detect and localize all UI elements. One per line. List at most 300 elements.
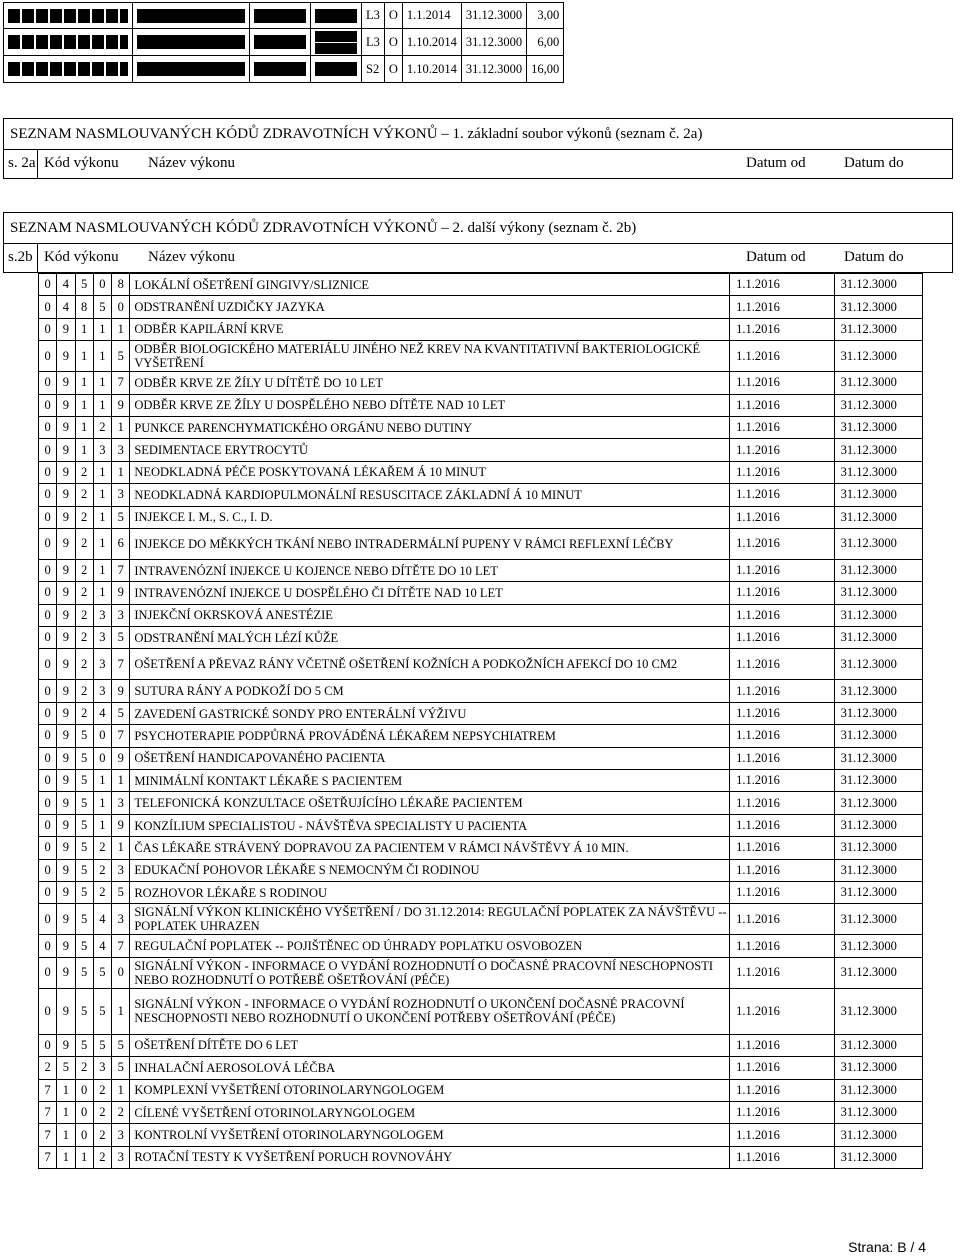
code-digit: 2 xyxy=(75,604,93,626)
code-digit: 9 xyxy=(112,747,130,769)
procedure-name: ČAS LÉKAŘE STRÁVENÝ DOPRAVOU ZA PACIENTEM V RÁMCI NÁVŠTĚVY Á 10 MIN. xyxy=(130,837,730,859)
code-digit: 2 xyxy=(75,649,93,680)
date-from: 1.1.2016 xyxy=(730,814,835,836)
code-digit: 3 xyxy=(93,680,111,702)
date-to: 31.12.3000 xyxy=(834,1079,922,1101)
code-digit: 2 xyxy=(93,859,111,881)
code-digit: 8 xyxy=(75,296,93,318)
code-digit: 2 xyxy=(75,702,93,724)
code-digit: 0 xyxy=(39,957,57,988)
code-digit: 0 xyxy=(93,274,111,296)
procedure-name: OŠETŘENÍ DÍTĚTE DO 6 LET xyxy=(130,1034,730,1056)
procedure-row xyxy=(39,627,923,649)
code-digit: 9 xyxy=(57,627,75,649)
code-digit: 9 xyxy=(57,559,75,581)
code-digit: 9 xyxy=(57,725,75,747)
code-digit: 0 xyxy=(39,274,57,296)
date-from: 1.1.2016 xyxy=(730,702,835,724)
date-to: 31.12.3000 xyxy=(834,582,922,604)
date-from: 1.1.2016 xyxy=(730,1124,835,1146)
col-from-label: Datum od xyxy=(746,155,806,171)
code-digit: 1 xyxy=(112,770,130,792)
code-digit: 1 xyxy=(57,1146,75,1168)
redacted-cell xyxy=(311,3,362,29)
procedure-name: SEDIMENTACE ERYTROCYTŮ xyxy=(130,439,730,461)
code-digit: 2 xyxy=(93,1101,111,1123)
code-digit: 0 xyxy=(39,881,57,903)
code-digit: 1 xyxy=(112,318,130,340)
top-amount: 6,00 xyxy=(527,29,564,56)
code-digit: 0 xyxy=(75,1079,93,1101)
redacted-cell xyxy=(4,3,133,29)
top-flag: O xyxy=(384,56,402,83)
procedure-row xyxy=(39,988,923,1034)
date-to: 31.12.3000 xyxy=(834,792,922,814)
code-digit: 1 xyxy=(93,559,111,581)
date-from: 1.1.2016 xyxy=(730,1057,835,1079)
code-digit: 9 xyxy=(57,904,75,935)
date-to: 31.12.3000 xyxy=(834,702,922,724)
date-from: 1.1.2016 xyxy=(730,680,835,702)
code-digit: 9 xyxy=(57,506,75,528)
code-digit: 0 xyxy=(39,649,57,680)
code-digit: 2 xyxy=(75,559,93,581)
top-date-from: 1.10.2014 xyxy=(402,29,461,56)
code-digit: 3 xyxy=(93,627,111,649)
date-to: 31.12.3000 xyxy=(834,484,922,506)
code-digit: 7 xyxy=(39,1146,57,1168)
top-amount: 3,00 xyxy=(527,3,564,29)
procedure-row xyxy=(39,747,923,769)
date-from: 1.1.2016 xyxy=(730,1034,835,1056)
procedure-name: NEODKLADNÁ PÉČE POSKYTOVANÁ LÉKAŘEM Á 10 MINUT xyxy=(130,461,730,483)
top-type: L3 xyxy=(362,29,385,56)
procedure-row xyxy=(39,792,923,814)
procedure-name: PSYCHOTERAPIE PODPŮRNÁ PROVÁDĚNÁ LÉKAŘEM NEPSYCHIATREM xyxy=(130,725,730,747)
redacted-cell xyxy=(250,56,311,83)
code-digit: 1 xyxy=(57,1079,75,1101)
code-digit: 2 xyxy=(75,582,93,604)
code-digit: 0 xyxy=(39,461,57,483)
date-from: 1.1.2016 xyxy=(730,604,835,626)
code-digit: 5 xyxy=(75,747,93,769)
code-digit: 0 xyxy=(39,680,57,702)
date-to: 31.12.3000 xyxy=(834,1124,922,1146)
code-digit: 7 xyxy=(112,725,130,747)
code-digit: 7 xyxy=(39,1124,57,1146)
code-digit: 5 xyxy=(75,274,93,296)
procedure-row xyxy=(39,461,923,483)
procedure-row xyxy=(39,318,923,340)
code-digit: 2 xyxy=(75,1057,93,1079)
top-date-to: 31.12.3000 xyxy=(461,56,526,83)
col-name-label: Název výkonu xyxy=(148,155,236,171)
date-from: 1.1.2016 xyxy=(730,394,835,416)
procedure-row xyxy=(39,506,923,528)
code-digit: 9 xyxy=(57,604,75,626)
code-digit: 1 xyxy=(93,506,111,528)
procedure-row xyxy=(39,702,923,724)
code-digit: 0 xyxy=(39,725,57,747)
code-digit: 9 xyxy=(57,394,75,416)
top-row xyxy=(4,56,564,83)
code-digit: 3 xyxy=(112,1146,130,1168)
code-digit: 1 xyxy=(93,484,111,506)
code-digit: 4 xyxy=(93,935,111,957)
code-digit: 5 xyxy=(93,988,111,1034)
procedure-name: REGULAČNÍ POPLATEK -- POJIŠTĚNEC OD ÚHRADY POPLATKU OSVOBOZEN xyxy=(130,935,730,957)
top-flag: O xyxy=(384,29,402,56)
procedure-row xyxy=(39,649,923,680)
top-amount: 16,00 xyxy=(527,56,564,83)
date-from: 1.1.2016 xyxy=(730,416,835,438)
code-digit: 0 xyxy=(39,935,57,957)
code-digit: 9 xyxy=(57,680,75,702)
code-digit: 2 xyxy=(112,1101,130,1123)
redacted-cell xyxy=(133,56,250,83)
procedure-row xyxy=(39,859,923,881)
date-to: 31.12.3000 xyxy=(834,814,922,836)
col-code-label: Kód výkonu xyxy=(44,155,119,171)
col-to-label: Datum do xyxy=(844,249,904,265)
procedure-row xyxy=(39,582,923,604)
code-digit: 5 xyxy=(75,770,93,792)
code-digit: 1 xyxy=(75,1146,93,1168)
code-digit: 0 xyxy=(39,372,57,394)
code-digit: 5 xyxy=(75,1034,93,1056)
procedure-row xyxy=(39,1146,923,1168)
code-digit: 5 xyxy=(112,506,130,528)
date-from: 1.1.2016 xyxy=(730,372,835,394)
code-digit: 5 xyxy=(93,296,111,318)
code-digit: 5 xyxy=(75,988,93,1034)
code-digit: 0 xyxy=(39,747,57,769)
code-digit: 1 xyxy=(75,394,93,416)
code-digit: 7 xyxy=(112,372,130,394)
procedure-name: NEODKLADNÁ KARDIOPULMONÁLNÍ RESUSCITACE ZÁKLADNÍ Á 10 MINUT xyxy=(130,484,730,506)
procedure-name: KONZÍLIUM SPECIALISTOU - NÁVŠTĚVA SPECIALISTY U PACIENTA xyxy=(130,814,730,836)
code-digit: 9 xyxy=(57,957,75,988)
code-digit: 5 xyxy=(57,1057,75,1079)
redacted-cell xyxy=(133,29,250,56)
code-digit: 5 xyxy=(75,814,93,836)
code-digit: 3 xyxy=(93,604,111,626)
date-to: 31.12.3000 xyxy=(834,770,922,792)
procedure-name: MINIMÁLNÍ KONTAKT LÉKAŘE S PACIENTEM xyxy=(130,770,730,792)
procedure-row xyxy=(39,439,923,461)
code-digit: 1 xyxy=(93,318,111,340)
code-digit: 3 xyxy=(112,1124,130,1146)
procedure-row xyxy=(39,904,923,935)
date-to: 31.12.3000 xyxy=(834,318,922,340)
procedure-row xyxy=(39,725,923,747)
procedure-row xyxy=(39,559,923,581)
code-digit: 4 xyxy=(93,702,111,724)
code-digit: 4 xyxy=(57,296,75,318)
date-from: 1.1.2016 xyxy=(730,770,835,792)
procedure-name: OŠETŘENÍ A PŘEVAZ RÁNY VČETNĚ OŠETŘENÍ KOŽNÍCH A PODKOŽNÍCH AFEKCÍ DO 10 CM2 xyxy=(130,649,730,680)
code-digit: 0 xyxy=(39,770,57,792)
code-digit: 7 xyxy=(39,1101,57,1123)
procedure-name: ODBĚR KRVE ZE ŽÍLY U DÍTĚTĚ DO 10 LET xyxy=(130,372,730,394)
code-digit: 3 xyxy=(112,904,130,935)
date-from: 1.1.2016 xyxy=(730,747,835,769)
code-digit: 2 xyxy=(75,627,93,649)
code-digit: 3 xyxy=(112,439,130,461)
date-from: 1.1.2016 xyxy=(730,274,835,296)
code-digit: 0 xyxy=(39,559,57,581)
procedure-name: ODBĚR KRVE ZE ŽÍLY U DOSPĚLÉHO NEBO DÍTĚTE NAD 10 LET xyxy=(130,394,730,416)
code-digit: 9 xyxy=(57,372,75,394)
procedure-row xyxy=(39,814,923,836)
code-digit: 7 xyxy=(112,649,130,680)
code-digit: 5 xyxy=(112,627,130,649)
code-digit: 0 xyxy=(39,394,57,416)
code-digit: 5 xyxy=(112,341,130,372)
code-digit: 3 xyxy=(112,859,130,881)
procedure-name: ODBĚR KAPILÁRNÍ KRVE xyxy=(130,318,730,340)
code-digit: 1 xyxy=(93,341,111,372)
code-digit: 9 xyxy=(112,394,130,416)
procedure-row xyxy=(39,296,923,318)
section-2b-title: SEZNAM NASMLOUVANÝCH KÓDŮ ZDRAVOTNÍCH VÝKONŮ – 2. další výkony (seznam č. 2b) xyxy=(4,213,952,244)
date-from: 1.1.2016 xyxy=(730,649,835,680)
code-digit: 2 xyxy=(93,1124,111,1146)
code-digit: 3 xyxy=(112,604,130,626)
code-digit: 9 xyxy=(57,881,75,903)
top-row xyxy=(4,3,564,29)
code-digit: 0 xyxy=(39,814,57,836)
date-to: 31.12.3000 xyxy=(834,559,922,581)
code-digit: 0 xyxy=(93,747,111,769)
code-digit: 9 xyxy=(57,649,75,680)
section-2a-header xyxy=(3,118,953,179)
date-from: 1.1.2016 xyxy=(730,318,835,340)
procedure-name: ODBĚR BIOLOGICKÉHO MATERIÁLU JINÉHO NEŽ KREV NA KVANTITATIVNÍ BAKTERIOLOGICKÉ VYŠETŘENÍ xyxy=(130,341,730,372)
code-digit: 0 xyxy=(39,416,57,438)
code-digit: 9 xyxy=(57,814,75,836)
date-from: 1.1.2016 xyxy=(730,484,835,506)
date-to: 31.12.3000 xyxy=(834,372,922,394)
code-digit: 9 xyxy=(57,792,75,814)
code-digit: 1 xyxy=(75,439,93,461)
code-digit: 1 xyxy=(93,372,111,394)
procedure-name: PUNKCE PARENCHYMATICKÉHO ORGÁNU NEBO DUTINY xyxy=(130,416,730,438)
procedure-name: INTRAVENÓZNÍ INJEKCE U KOJENCE NEBO DÍTĚTE DO 10 LET xyxy=(130,559,730,581)
date-from: 1.1.2016 xyxy=(730,439,835,461)
procedure-name: INJEKCE DO MĚKKÝCH TKÁNÍ NEBO INTRADERMÁLNÍ PUPENY V RÁMCI REFLEXNÍ LÉČBY xyxy=(130,528,730,559)
code-digit: 0 xyxy=(39,792,57,814)
code-digit: 0 xyxy=(39,506,57,528)
code-digit: 6 xyxy=(112,528,130,559)
date-to: 31.12.3000 xyxy=(834,957,922,988)
top-contract-table xyxy=(3,2,564,83)
procedure-row xyxy=(39,1057,923,1079)
procedure-name: CÍLENÉ VYŠETŘENÍ OTORINOLARYNGOLOGEM xyxy=(130,1101,730,1123)
code-digit: 1 xyxy=(112,416,130,438)
procedure-row xyxy=(39,1034,923,1056)
code-digit: 2 xyxy=(93,837,111,859)
date-to: 31.12.3000 xyxy=(834,394,922,416)
code-digit: 1 xyxy=(75,318,93,340)
code-digit: 9 xyxy=(57,528,75,559)
procedure-row xyxy=(39,416,923,438)
code-digit: 0 xyxy=(39,318,57,340)
top-type: L3 xyxy=(362,3,385,29)
section-2b-header xyxy=(3,212,953,273)
code-digit: 0 xyxy=(39,604,57,626)
top-flag: O xyxy=(384,3,402,29)
code-digit: 9 xyxy=(112,582,130,604)
code-digit: 9 xyxy=(112,680,130,702)
top-date-to: 31.12.3000 xyxy=(461,3,526,29)
code-digit: 9 xyxy=(57,484,75,506)
date-to: 31.12.3000 xyxy=(834,881,922,903)
procedure-row xyxy=(39,484,923,506)
top-date-to: 31.12.3000 xyxy=(461,29,526,56)
code-digit: 2 xyxy=(75,484,93,506)
procedure-row xyxy=(39,1079,923,1101)
col-name-label: Název výkonu xyxy=(148,249,236,265)
date-from: 1.1.2016 xyxy=(730,1079,835,1101)
code-digit: 9 xyxy=(57,461,75,483)
date-from: 1.1.2016 xyxy=(730,296,835,318)
code-digit: 1 xyxy=(112,837,130,859)
code-digit: 1 xyxy=(112,1079,130,1101)
procedure-name: ROZHOVOR LÉKAŘE S RODINOU xyxy=(130,881,730,903)
procedure-row xyxy=(39,341,923,372)
code-digit: 1 xyxy=(75,372,93,394)
date-from: 1.1.2016 xyxy=(730,341,835,372)
code-digit: 2 xyxy=(93,1146,111,1168)
date-from: 1.1.2016 xyxy=(730,792,835,814)
code-digit: 9 xyxy=(112,814,130,836)
code-digit: 0 xyxy=(39,702,57,724)
section-2a-title: SEZNAM NASMLOUVANÝCH KÓDŮ ZDRAVOTNÍCH VÝKONŮ – 1. základní soubor výkonů (seznam č. 2a) xyxy=(4,119,952,150)
date-from: 1.1.2016 xyxy=(730,904,835,935)
procedure-row xyxy=(39,1101,923,1123)
code-digit: 5 xyxy=(93,1034,111,1056)
code-digit: 1 xyxy=(112,461,130,483)
code-digit: 0 xyxy=(93,725,111,747)
code-digit: 2 xyxy=(93,881,111,903)
code-digit: 0 xyxy=(39,528,57,559)
date-from: 1.1.2016 xyxy=(730,859,835,881)
section-2b-columns xyxy=(4,244,952,272)
code-digit: 9 xyxy=(57,770,75,792)
col-code-label: Kód výkonu xyxy=(44,249,119,265)
redacted-cell xyxy=(311,56,362,83)
date-to: 31.12.3000 xyxy=(834,725,922,747)
date-from: 1.1.2016 xyxy=(730,528,835,559)
code-digit: 5 xyxy=(75,935,93,957)
date-from: 1.1.2016 xyxy=(730,1101,835,1123)
code-digit: 2 xyxy=(93,416,111,438)
code-digit: 2 xyxy=(93,1079,111,1101)
procedure-row xyxy=(39,957,923,988)
code-digit: 5 xyxy=(112,881,130,903)
date-from: 1.1.2016 xyxy=(730,627,835,649)
redacted-cell xyxy=(311,29,362,56)
date-from: 1.1.2016 xyxy=(730,506,835,528)
code-digit: 5 xyxy=(75,792,93,814)
date-from: 1.1.2016 xyxy=(730,935,835,957)
date-to: 31.12.3000 xyxy=(834,1146,922,1168)
code-digit: 5 xyxy=(75,881,93,903)
date-to: 31.12.3000 xyxy=(834,528,922,559)
code-digit: 9 xyxy=(57,582,75,604)
date-from: 1.1.2016 xyxy=(730,559,835,581)
top-type: S2 xyxy=(362,56,385,83)
procedure-row xyxy=(39,770,923,792)
code-digit: 0 xyxy=(39,837,57,859)
code-digit: 1 xyxy=(93,792,111,814)
procedure-name: SIGNÁLNÍ VÝKON - INFORMACE O VYDÁNÍ ROZHODNUTÍ O DOČASNÉ PRACOVNÍ NESCHOPNOSTI NEBO ROZHODNUTÍ O POTŘEBĚ OŠETŘOVÁNÍ (PÉČE) xyxy=(130,957,730,988)
code-digit: 7 xyxy=(39,1079,57,1101)
procedure-row xyxy=(39,394,923,416)
code-digit: 9 xyxy=(57,935,75,957)
top-date-from: 1.10.2014 xyxy=(402,56,461,83)
code-digit: 0 xyxy=(39,296,57,318)
procedure-row xyxy=(39,372,923,394)
date-to: 31.12.3000 xyxy=(834,341,922,372)
code-digit: 1 xyxy=(57,1124,75,1146)
procedure-row xyxy=(39,1124,923,1146)
code-digit: 9 xyxy=(57,439,75,461)
code-digit: 1 xyxy=(93,814,111,836)
procedure-name: KOMPLEXNÍ VYŠETŘENÍ OTORINOLARYNGOLOGEM xyxy=(130,1079,730,1101)
code-digit: 0 xyxy=(39,627,57,649)
date-to: 31.12.3000 xyxy=(834,747,922,769)
code-digit: 9 xyxy=(57,318,75,340)
code-digit: 9 xyxy=(57,988,75,1034)
date-to: 31.12.3000 xyxy=(834,1101,922,1123)
code-digit: 1 xyxy=(57,1101,75,1123)
date-to: 31.12.3000 xyxy=(834,1057,922,1079)
code-digit: 4 xyxy=(57,274,75,296)
code-digit: 5 xyxy=(112,702,130,724)
date-to: 31.12.3000 xyxy=(834,988,922,1034)
code-digit: 3 xyxy=(112,792,130,814)
code-digit: 1 xyxy=(93,461,111,483)
code-digit: 3 xyxy=(112,484,130,506)
code-digit: 0 xyxy=(112,296,130,318)
code-digit: 9 xyxy=(57,747,75,769)
procedure-name: ODSTRANĚNÍ UZDIČKY JAZYKA xyxy=(130,296,730,318)
col-s-label: s. 2a xyxy=(8,155,36,171)
date-to: 31.12.3000 xyxy=(834,604,922,626)
section-2a-columns xyxy=(4,150,952,178)
code-digit: 7 xyxy=(112,559,130,581)
date-from: 1.1.2016 xyxy=(730,957,835,988)
date-from: 1.1.2016 xyxy=(730,1146,835,1168)
code-digit: 5 xyxy=(75,904,93,935)
code-digit: 5 xyxy=(93,957,111,988)
code-digit: 0 xyxy=(39,439,57,461)
code-digit: 9 xyxy=(57,1034,75,1056)
code-digit: 0 xyxy=(39,859,57,881)
date-to: 31.12.3000 xyxy=(834,416,922,438)
col-to-label: Datum do xyxy=(844,155,904,171)
date-to: 31.12.3000 xyxy=(834,935,922,957)
page-number: Strana: B / 4 xyxy=(848,1239,926,1255)
code-digit: 5 xyxy=(75,957,93,988)
date-from: 1.1.2016 xyxy=(730,837,835,859)
date-from: 1.1.2016 xyxy=(730,881,835,903)
code-digit: 0 xyxy=(75,1101,93,1123)
procedure-name: ZAVEDENÍ GASTRICKÉ SONDY PRO ENTERÁLNÍ VÝŽIVU xyxy=(130,702,730,724)
date-to: 31.12.3000 xyxy=(834,837,922,859)
